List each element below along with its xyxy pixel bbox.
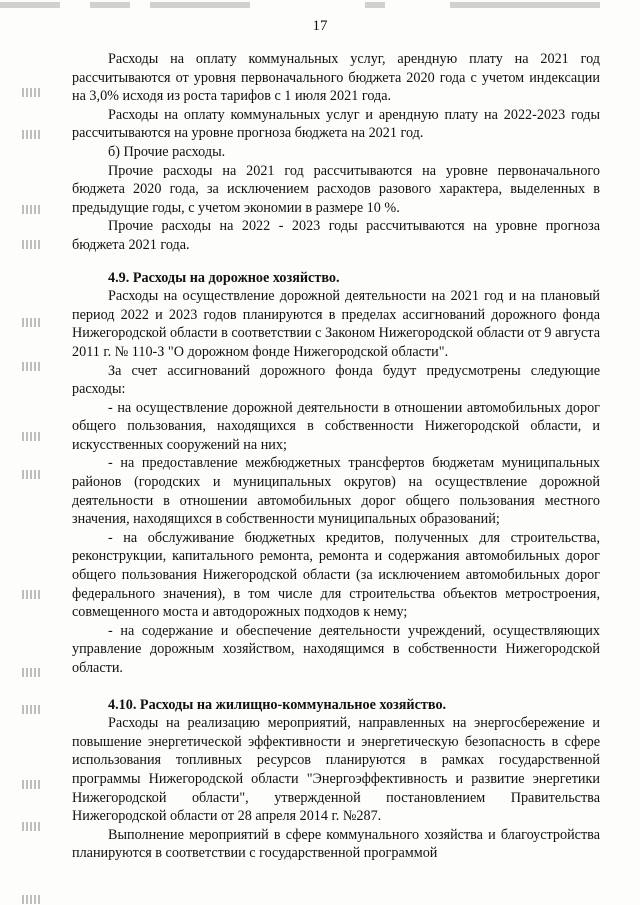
paragraph: б) Прочие расходы.: [108, 143, 226, 160]
paragraph: Расходы на оплату коммунальных услуг, арендную плату на 2021 год рассчитываются от уровня первоначального бюджета 2020 года с учетом индексации на 3,0% исходя из роста тарифов с 1 июля 2021 года.: [72, 51, 600, 105]
paragraph: За счет ассигнований дорожного фонда будут предусмотрены следующие расходы:: [72, 362, 600, 398]
document-body: [72, 50, 600, 863]
section-heading: 4.10. Расходы на жилищно-коммунальное хозяйство.: [108, 696, 447, 713]
paragraph: Расходы на осуществление дорожной деятельности на 2021 год и на плановый период 2022 и 2023 годов планируются в пределах ассигнований дорожного фонда Нижегородской области в соответствии с Законом Нижегородской области от 9 августа 2011 г. № 110-З "О дорожном фонде Нижегородской области".: [72, 288, 600, 360]
list-item: - на содержание и обеспечение деятельности учреждений, осуществляющих управление дорожным хозяйством, находящимся в собственности Нижегородской области.: [72, 622, 600, 676]
paragraph: Выполнение мероприятий в сфере коммунального хозяйства и благоустройства планируются в соответствии с государственной программой: [72, 826, 600, 862]
paragraph: Расходы на реализацию мероприятий, направленных на энергосбережение и повышение энергетической эффективности и энергетическую безопасность в сфере использования топливных ресурсов планируются в рамках государственной программы Нижегородской области "Энергоэффективность и развитие энергетики Нижегородской области", утвержденной постановлением Правительства Нижегородской области от 28 апреля 2014 г. №287.: [72, 715, 600, 825]
paragraph: Прочие расходы на 2022 - 2023 годы рассчитываются на уровне прогноза бюджета 2021 года.: [72, 218, 600, 253]
list-item: - на обслуживание бюджетных кредитов, полученных для строительства, реконструкции, капитального ремонта, ремонта и содержания автомобильных дорог общего пользования Нижегородской области (за исключением автомобильных дорог федерального значения), в том числе для строительства объектов метростроения, совмещенного моста и автодорожных подходов к нему;: [72, 529, 600, 621]
scan-artifact-top: [0, 2, 640, 12]
page-number: 17: [312, 18, 328, 34]
paragraph: Расходы на оплату коммунальных услуг и арендную плату на 2022-2023 годы рассчитываются на уровне прогноза бюджета на 2021 год.: [72, 106, 600, 142]
list-item: - на осуществление дорожной деятельности в отношении автомобильных дорог общего пользования, находящихся в собственности Нижегородской области, и искусственных сооружений на них;: [72, 399, 600, 453]
section-heading: 4.9. Расходы на дорожное хозяйство.: [108, 269, 340, 286]
paragraph: Прочие расходы на 2021 год рассчитываются на уровне первоначального бюджета 2020 года, за исключением расходов разового характера, выделенных в предыдущие годы, с учетом экономии в размере 10 %.: [72, 162, 600, 216]
list-item: - на предоставление межбюджетных трансфертов бюджетам муниципальных районов (городских и муниципальных округов) на осуществление дорожной деятельности в отношении автомобильных дорог общего пользования местного значения, находящихся в собственности муниципальных образований;: [72, 455, 600, 528]
